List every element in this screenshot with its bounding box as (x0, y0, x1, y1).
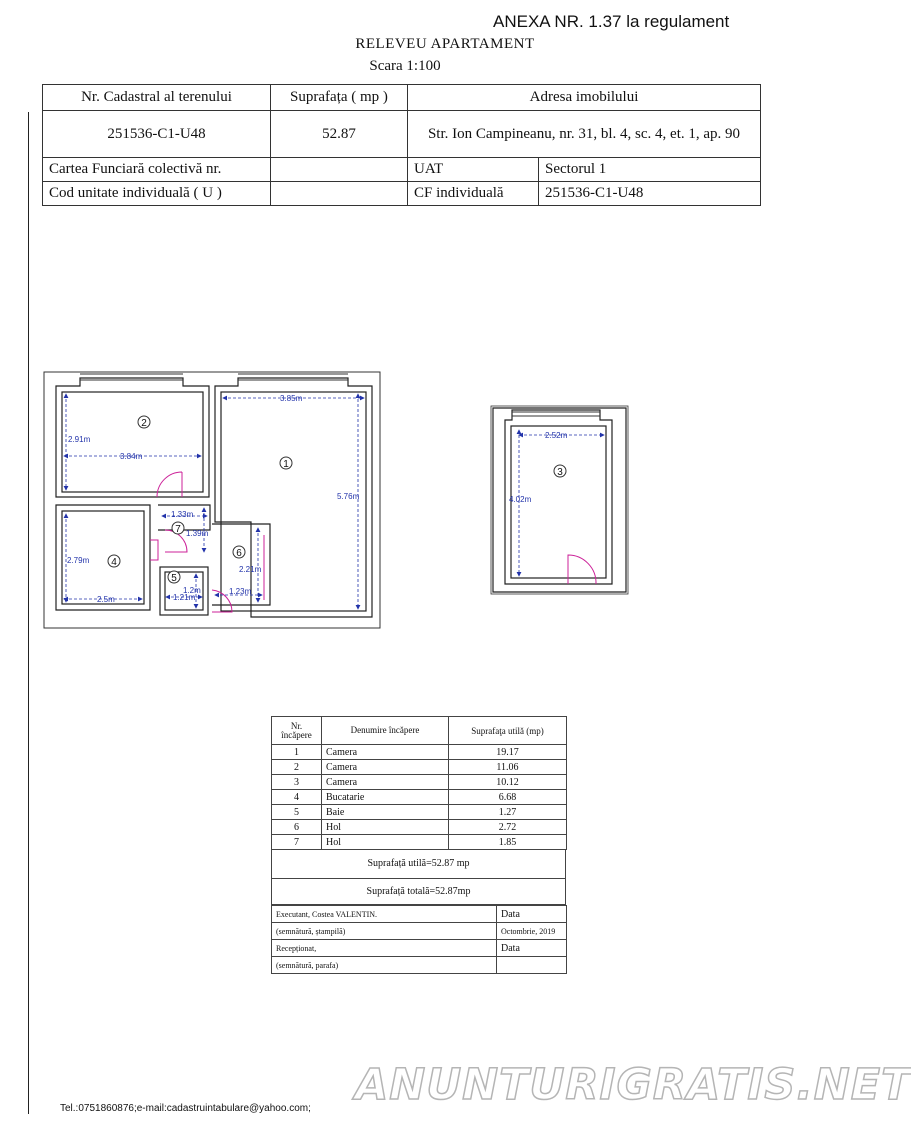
cf-collective-label: Cartea Funciară colectivă nr. (43, 158, 271, 182)
dim-r3-width: 2.52m (545, 431, 568, 440)
col-name-header: Denumire încăpere (322, 717, 449, 745)
col-nr-header: Nr. încăpere (272, 717, 322, 745)
document-title: RELEVEU APARTAMENT (355, 36, 535, 52)
room-number-1: 1 (283, 459, 289, 470)
cadastral-label: Nr. Cadastral al terenului (43, 85, 271, 111)
area-label: Suprafața ( mp ) (271, 85, 408, 111)
room-area: 6.68 (449, 790, 567, 805)
room-number-3: 3 (557, 467, 563, 478)
dim-r7-height: 1.39m (186, 529, 209, 538)
contact-footer: Tel.:0751860876;e-mail:cadastruintabulare@yahoo.com; (60, 1103, 311, 1114)
room-name: Camera (322, 775, 449, 790)
table-row (272, 775, 567, 790)
executant-label: Executant, Costea VALENTIN. (272, 906, 497, 923)
dim-r6-width: 1.23m (229, 587, 252, 596)
col-area-header: Suprafaţa utilă (mp) (449, 717, 567, 745)
watermark: ANUNTURIGRATIS.NET (355, 1060, 911, 1110)
room-name: Hol (322, 820, 449, 835)
dim-r2-width: 3.84m (120, 452, 143, 461)
room-nr: 3 (272, 775, 322, 790)
table-row (272, 760, 567, 775)
room-number-4: 4 (111, 557, 117, 568)
date-label-receptionat: Data (497, 940, 567, 957)
dim-r5-width: 1.21m (173, 593, 196, 602)
table-row (272, 805, 567, 820)
executant-sub: (semnătură, ștampilă) (272, 923, 497, 940)
receptionat-sub: (semnătură, parafa) (272, 957, 497, 974)
dim-r7-width: 1.33m (171, 510, 194, 519)
date-label-executant: Data (497, 906, 567, 923)
dim-r4-width: 2.5m (97, 595, 115, 604)
cadastral-number: 251536-C1-U48 (43, 111, 271, 158)
uat-label: UAT (408, 158, 539, 182)
scale-label: Scara 1:100 (369, 58, 441, 74)
room-nr: 1 (272, 745, 322, 760)
room-number-2: 2 (141, 418, 147, 429)
room-nr: 7 (272, 835, 322, 850)
room-name: Camera (322, 760, 449, 775)
annex-label: ANEXA NR. 1.37 la regulament (493, 12, 730, 31)
room-nr: 2 (272, 760, 322, 775)
grand-area-total: Suprafață totală=52.87mp (366, 886, 471, 897)
uat-value: Sectorul 1 (539, 158, 761, 182)
cf-individual-value: 251536-C1-U48 (539, 182, 761, 206)
table-row (272, 835, 567, 850)
room-area: 1.27 (449, 805, 567, 820)
receptionat-label: Recepționat, (272, 940, 497, 957)
address-value: Str. Ion Campineanu, nr. 31, bl. 4, sc. 4, et. 1, ap. 90 (408, 111, 761, 158)
room-number-6: 6 (236, 548, 242, 559)
dim-r4-height: 2.79m (67, 556, 90, 565)
rooms-table (271, 716, 567, 850)
dim-r3-height: 4.02m (509, 495, 532, 504)
room-nr: 4 (272, 790, 322, 805)
room-name: Baie (322, 805, 449, 820)
dim-r6-height: 2.21m (239, 565, 262, 574)
signature-table (271, 905, 567, 974)
unit-code-label: Cod unitate individuală ( U ) (43, 182, 271, 206)
room-nr: 5 (272, 805, 322, 820)
dim-r2-height: 2.91m (68, 435, 91, 444)
dim-r1-width: 3.85m (280, 394, 303, 403)
useful-area-total: Suprafață utilă=52.87 mp (367, 858, 470, 869)
room-area: 11.06 (449, 760, 567, 775)
table-row (272, 820, 567, 835)
dim-r1-height: 5.76m (337, 492, 360, 501)
totals-divider (271, 878, 566, 879)
room-number-5: 5 (171, 573, 177, 584)
area-value: 52.87 (271, 111, 408, 158)
room-name: Hol (322, 835, 449, 850)
address-label: Adresa imobilului (408, 85, 761, 111)
table-row (272, 745, 567, 760)
room-area: 19.17 (449, 745, 567, 760)
dim-r5-height: 1.2m (183, 586, 201, 595)
room-area: 10.12 (449, 775, 567, 790)
cf-individual-label: CF individuală (408, 182, 539, 206)
room-nr: 6 (272, 820, 322, 835)
receptionat-date-empty (497, 957, 567, 974)
room-name: Bucatarie (322, 790, 449, 805)
room-area: 2.72 (449, 820, 567, 835)
room-name: Camera (322, 745, 449, 760)
table-row (272, 790, 567, 805)
room-area: 1.85 (449, 835, 567, 850)
date-value: Octombrie, 2019 (497, 923, 567, 940)
room-number-7: 7 (175, 524, 181, 535)
